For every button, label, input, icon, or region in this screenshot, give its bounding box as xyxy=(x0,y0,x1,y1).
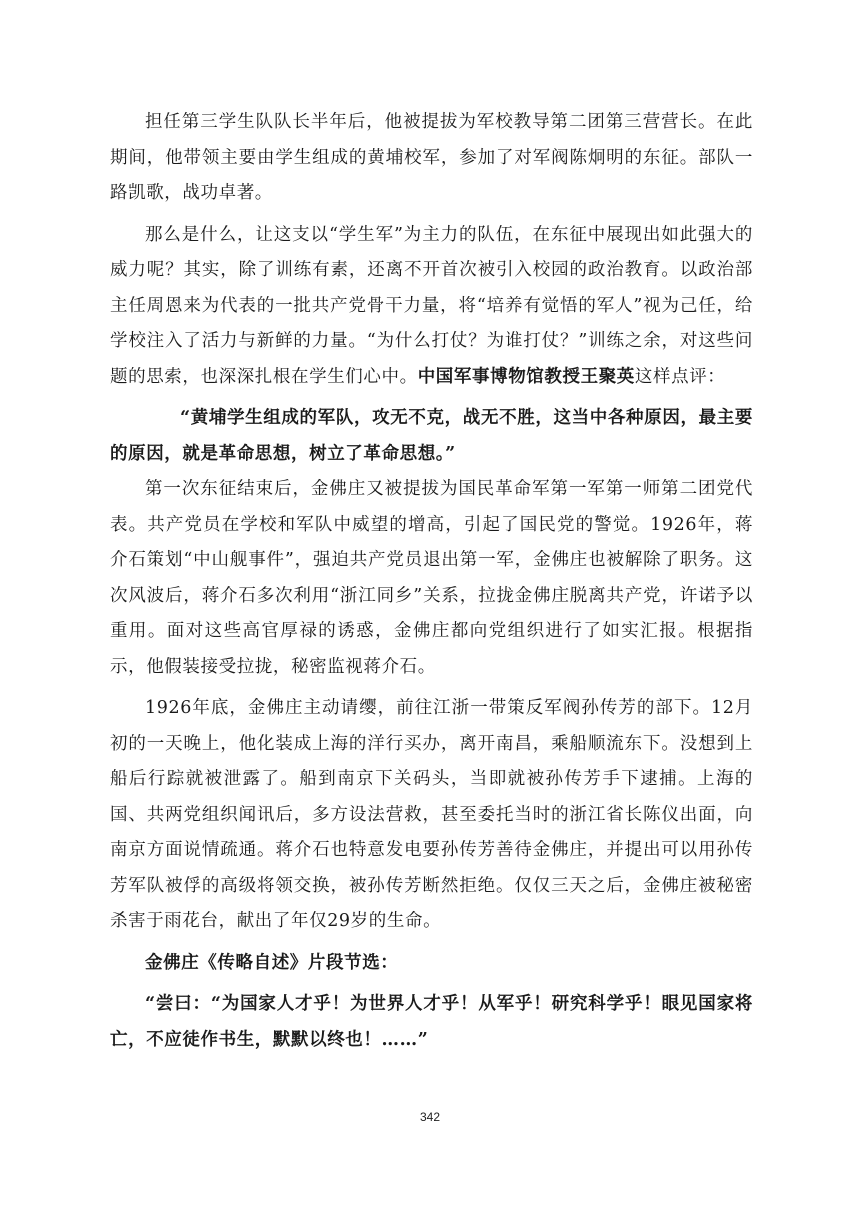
paragraph-3: 第一次东征结束后，金佛庄又被提拔为国民革命军第一军第一师第二团党代表。共产党员在学校和军队中威望的增高，引起了国民党的警觉。1926年，蒋介石策划“中山舰事件”，强迫共产党员退出第一军，金佛庄也被解除了职务。这次风波后，蒋介石多次利用“浙江同乡”关系，拉拢金佛庄脱离共产党，许诺予以重用。面对这些高官厚禄的诱惑，金佛庄都向党组织进行了如实汇报。根据指示，他假装接受拉拢，秘密监视蒋介石。 xyxy=(110,479,753,677)
quote-autobiography: “尝曰：“为国家人才乎！为世界人才乎！从军乎！研究科学乎！眼见国家将亡，不应徒作书生，默默以终也！……” xyxy=(110,994,753,1050)
quote-expert: “黄埔学生组成的军队，攻无不克，战无不胜，这当中各种原因，最主要的原因，就是革命思想，树立了革命思想。” xyxy=(110,408,753,464)
section-heading: 金佛庄《传略自述》片段节选： xyxy=(145,952,399,973)
paragraph-1: 担任第三学生队队长半年后，他被提拔为军校教导第二团第三营营长。在此期间，他带领主要由学生组成的黄埔校军，参加了对军阀陈炯明的东征。部队一路凯歌，战功卓著。 xyxy=(110,112,753,203)
paragraph-4: 1926年底，金佛庄主动请缨，前往江浙一带策反军阀孙传芳的部下。12月初的一天晚上，他化装成上海的洋行买办，离开南昌，乘船顺流东下。没想到上船后行踪就被泄露了。船到南京下关码头，当即就被孙传芳手下逮捕。上海的国、共两党组织闻讯后，多方设法营救，甚至委托当时的浙江省长陈仪出面，向南京方面说情疏通。蒋介石也特意发电要孙传芳善待金佛庄，并提出可以用孙传芳军队被俘的高级将领交换，被孙传芳断然拒绝。仅仅三天之后，金佛庄被秘密杀害于雨花台，献出了年仅29岁的生命。 xyxy=(110,698,753,931)
paragraph-2-tail: 这样点评： xyxy=(634,366,726,387)
paragraph-2 xyxy=(110,218,753,396)
page-number: 342 xyxy=(419,1110,441,1124)
paragraph-2-lead: 那么是什么，让这支以“学生军”为主力的队伍，在东征中展现出如此强大的威力呢？其实，除了训练有素，还离不开首次被引入校园的政治教育。以政治部主任周恩来为代表的一批共产党骨干力量，将“培养有觉悟的军人”视为己任，给学校注入了活力与新鲜的力量。“为什么打仗？为谁打仗？”训练之余，对这些问题的思索，也深深扎根在学生们心中。 xyxy=(110,224,753,387)
document-body xyxy=(110,105,753,1058)
expert-name: 中国军事博物馆教授王聚英 xyxy=(417,366,635,387)
